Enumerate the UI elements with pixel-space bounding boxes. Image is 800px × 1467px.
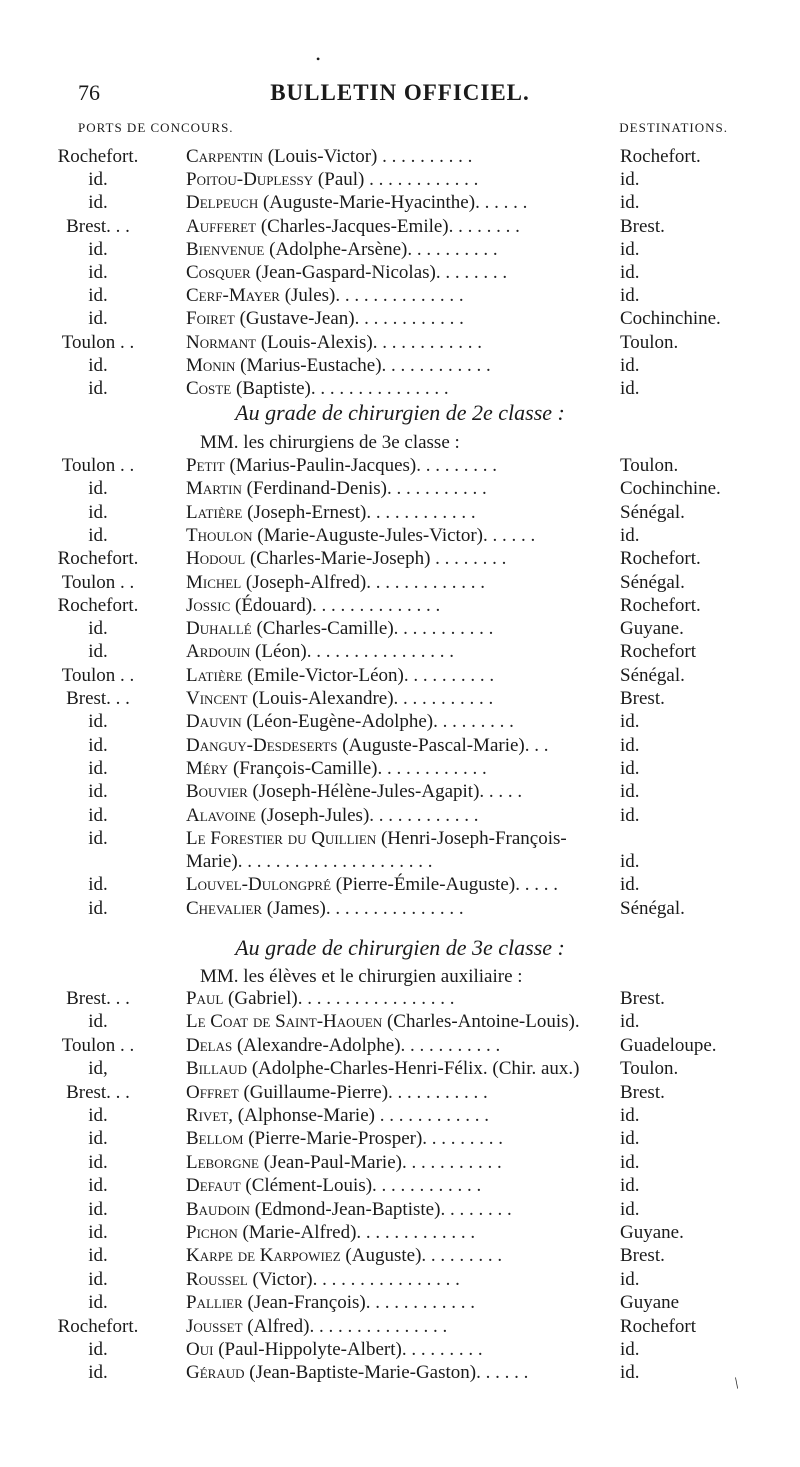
port-of-competition: Toulon . .	[61, 1034, 135, 1056]
destination: Sénégal.	[620, 897, 685, 919]
given-names: Marie)	[186, 851, 238, 873]
given-names: (Joseph-Jules)	[255, 804, 370, 826]
given-names: (Gabriel)	[223, 988, 298, 1009]
surname: Le Forestier du Quillien	[186, 827, 377, 849]
given-names: (Baptiste)	[231, 378, 311, 399]
port-of-competition: id.	[88, 1268, 108, 1290]
leader-dots: . . . . . . . . . . .	[400, 1034, 501, 1056]
destination: id.	[620, 262, 640, 283]
surname: Latière	[186, 664, 243, 686]
surname: Petit	[186, 455, 225, 476]
destination: Rochefort	[620, 641, 696, 663]
destination: Toulon.	[620, 1058, 679, 1080]
leader-dots: . . . . . . . .	[440, 1198, 512, 1220]
destination: Brest.	[620, 1245, 665, 1267]
destination: Guadeloupe.	[620, 1034, 717, 1056]
surname: Leborgne	[186, 1151, 259, 1173]
given-names: (Emile-Victor-Léon)	[242, 664, 404, 686]
officer-name	[186, 1359, 611, 1386]
port-of-competition: Rochefort.	[57, 594, 139, 616]
port-of-competition: id.	[88, 1011, 108, 1033]
surname: Jousset	[186, 1315, 243, 1337]
leader-dots: . . . . . . . . . . . .	[374, 1105, 489, 1126]
surname: Pichon	[186, 1222, 238, 1243]
destination: id.	[620, 734, 640, 756]
leader-dots: . . . . . . . . . . . .	[372, 331, 482, 353]
given-names: (Léon)	[250, 641, 307, 663]
surname: Méry	[186, 757, 229, 779]
section-3-intro: MM. les élèves et le chirurgien auxiliaire :	[200, 966, 523, 987]
port-of-competition: Rochefort.	[57, 146, 139, 167]
destination: id.	[620, 354, 640, 376]
port-of-competition: Toulon . .	[61, 571, 135, 593]
port-of-competition: id.	[88, 1128, 108, 1150]
leader-dots: . . . . . . . . . . . .	[377, 757, 487, 779]
surname: Vincent	[186, 688, 248, 709]
surname: Duhallé	[186, 618, 252, 640]
leader-dots: . . . . . . . . . . . . .	[366, 571, 485, 593]
destination: id.	[620, 711, 640, 733]
port-of-competition: id,	[88, 1058, 108, 1080]
port-of-competition: id.	[88, 1339, 108, 1360]
page-number: 76	[78, 80, 100, 105]
port-of-competition: Toulon . .	[61, 455, 135, 476]
page-header	[0, 80, 800, 110]
destination: id.	[620, 804, 640, 826]
officer-name	[186, 895, 611, 922]
surname: Defaut	[186, 1175, 241, 1197]
destination: Sénégal.	[620, 571, 685, 593]
given-names: (Charles-Jacques-Emile)	[256, 215, 449, 237]
destination: Toulon.	[620, 455, 679, 476]
leader-dots: . . . . . . . . . . .	[401, 1151, 502, 1173]
destination: id.	[620, 285, 640, 307]
leader-dots: . . . . . . . . . . . . . . .	[309, 1315, 448, 1337]
port-of-competition: id.	[88, 308, 108, 330]
surname: Thoulon	[186, 524, 253, 546]
destination: id.	[620, 757, 640, 779]
leader-dots: . . . . . . . . .	[416, 455, 497, 476]
leader-dots: . . . . .	[515, 874, 558, 896]
leader-dots: . . . . . . . . . . . . . . . .	[306, 641, 454, 663]
destination: id.	[620, 1268, 640, 1290]
surname: Karpe de Karpowiez	[186, 1245, 341, 1267]
leader-dots: . . . . . . . . . . .	[388, 1081, 488, 1103]
leader-dots: . . . . . .	[482, 524, 536, 546]
port-of-competition: id.	[88, 1175, 108, 1197]
surname: Oui	[186, 1339, 214, 1360]
surname: Latière	[186, 501, 243, 523]
port-of-competition: id.	[88, 757, 108, 779]
surname: Dauvin	[186, 711, 242, 733]
given-names: (Gustave-Jean)	[234, 308, 355, 330]
surname: Bouvier	[186, 781, 248, 803]
list-row	[0, 1359, 800, 1386]
given-names: (Marie-Auguste-Jules-Victor)	[252, 524, 483, 546]
leader-dots: . . . . . .	[476, 1362, 529, 1384]
surname: Carpentin	[186, 146, 263, 167]
port-of-competition: id.	[88, 827, 108, 849]
port-of-competition: id.	[88, 897, 108, 919]
section-2-title: Au grade de chirurgien de 2e classe :	[235, 400, 565, 425]
leader-dots: . . . . . .	[475, 192, 528, 214]
given-names: (François-Camille)	[228, 757, 378, 779]
port-of-competition: id.	[88, 192, 108, 214]
column-header-destinations: DESTINATIONS.	[619, 120, 728, 135]
destination: Rochefort.	[620, 146, 701, 167]
destination: id.	[620, 192, 640, 214]
destination: id.	[620, 1362, 640, 1384]
given-names: (Paul)	[313, 169, 365, 191]
surname: Baudoin	[186, 1198, 250, 1220]
destination: id.	[620, 1105, 640, 1126]
given-names: (Joseph-Ernest)	[242, 501, 367, 523]
port-of-competition: id.	[88, 641, 108, 663]
leader-dots: . . . . . . . . . . . . .	[356, 1222, 476, 1243]
surname: Poitou-Duplessy	[186, 169, 314, 191]
surname: Le Coat de Saint-Haouen	[186, 1011, 383, 1033]
surname: Alavoine	[186, 804, 256, 826]
given-names: (Alexandre-Adolphe)	[232, 1034, 401, 1056]
port-of-competition: Toulon . .	[61, 331, 135, 353]
given-names: (Auguste-Marie-Hyacinthe)	[258, 192, 476, 214]
surname: Danguy-Desdeserts	[186, 734, 338, 756]
port-of-competition: id.	[88, 781, 108, 803]
given-names: (Édouard)	[230, 594, 313, 616]
port-of-competition: id.	[88, 711, 108, 733]
leader-dots: . . . . . . . . . . . . . . .	[310, 378, 449, 399]
leader-dots: . . . . . . . . .	[401, 1339, 483, 1360]
surname: Louvel-Dulongpré	[186, 874, 332, 896]
destination: id.	[620, 1175, 640, 1197]
surname: Offret	[186, 1081, 239, 1103]
surname: Paul	[186, 988, 224, 1009]
surname: Ardouin	[186, 641, 251, 663]
surname: Cerf-Mayer	[186, 285, 280, 307]
port-of-competition: id.	[88, 238, 108, 260]
given-names: (Pierre-Marie-Prosper)	[243, 1128, 423, 1150]
destination: id.	[620, 851, 640, 873]
leader-dots: . . . . . . . .	[448, 215, 520, 237]
given-names: (Jean-Gaspard-Nicolas)	[250, 262, 436, 283]
given-names: (Jean-Baptiste-Marie-Gaston)	[244, 1362, 477, 1384]
list-row	[0, 895, 800, 922]
given-names: (Louis-Alexis)	[256, 331, 373, 353]
destination: Rochefort.	[620, 594, 701, 616]
leader-dots: . . . . . . . . . . . . . . . . .	[297, 988, 455, 1009]
surname: Aufferet	[186, 215, 257, 237]
port-of-competition: id.	[88, 1292, 108, 1314]
port-of-competition: id.	[88, 1362, 108, 1384]
given-names: (Ferdinand-Denis)	[241, 478, 387, 500]
surname: Coste	[186, 378, 232, 399]
surname: Rivet	[186, 1105, 229, 1126]
destination: id.	[620, 524, 640, 546]
leader-dots: . . . . . . . . . . . . . .	[335, 285, 464, 307]
destination: id.	[620, 1339, 640, 1360]
port-of-competition: id.	[88, 804, 108, 826]
given-names: (Marius-Eustache)	[235, 354, 382, 376]
surname: Pallier	[186, 1292, 243, 1314]
check-mark: /	[730, 1375, 744, 1393]
port-of-competition: id.	[88, 1222, 108, 1243]
given-names: (Joseph-Alfred)	[241, 571, 367, 593]
port-of-competition: id.	[88, 1198, 108, 1220]
destination: Sénégal.	[620, 664, 685, 686]
port-of-competition: id.	[88, 734, 108, 756]
given-names: (Adolphe-Arsène)	[264, 238, 408, 260]
port-of-competition: Brest. . .	[66, 688, 130, 709]
surname: Monin	[186, 354, 236, 376]
surname: Michel	[186, 571, 242, 593]
port-of-competition: id.	[88, 874, 108, 896]
leader-dots: . . . . . . . . . . . .	[369, 804, 479, 826]
given-names: (Louis-Alexandre)	[247, 688, 394, 709]
port-of-competition: id.	[88, 501, 108, 523]
leader-dots: . . . . . . . . . .	[403, 664, 495, 686]
column-headers	[78, 120, 728, 140]
port-of-competition: Brest. . .	[66, 1081, 130, 1103]
destination: Toulon.	[620, 331, 679, 353]
officer-name	[186, 375, 611, 402]
port-of-competition: id.	[88, 354, 108, 376]
given-names: (Jean-François)	[242, 1292, 366, 1314]
port-of-competition: id.	[88, 618, 108, 640]
leader-dots: . . . . . . . . . . . . . . . . . . . . .	[237, 851, 433, 873]
given-names: (Joseph-Hélène-Jules-Agapit)	[247, 781, 480, 803]
top-mark: •	[316, 52, 321, 66]
surname: Roussel	[186, 1268, 248, 1290]
port-of-competition: id.	[88, 478, 108, 500]
section-2-intro: MM. les chirurgiens de 3e classe :	[200, 432, 460, 453]
surname: Billaud	[186, 1058, 248, 1080]
leader-dots: . . . . . . . . . . .	[393, 688, 494, 709]
leader-dots: . . .	[524, 734, 549, 756]
port-of-competition: Rochefort.	[57, 548, 139, 570]
surname: Foiret	[186, 308, 235, 330]
given-names: (Paul-Hippolyte-Albert)	[213, 1339, 402, 1360]
port-of-competition: id.	[88, 524, 108, 546]
given-names: (Marie-Alfred)	[237, 1222, 357, 1243]
leader-dots: . . . . . . . . . .	[377, 146, 473, 167]
surname: Delas	[186, 1034, 233, 1056]
given-names: (Jules)	[279, 285, 336, 307]
surname: Bellom	[186, 1128, 244, 1150]
destination: Brest.	[620, 215, 665, 237]
given-names: (Charles-Antoine-Louis).	[382, 1011, 580, 1033]
destination: Brest.	[620, 688, 665, 709]
port-of-competition: Brest. . .	[66, 215, 130, 237]
running-title: BULLETIN OFFICIEL.	[270, 80, 530, 105]
destination: Rochefort	[620, 1315, 696, 1337]
destination: Cochinchine.	[620, 308, 721, 330]
leader-dots: . . . . . . . . .	[421, 1245, 503, 1267]
port-of-competition: id.	[88, 285, 108, 307]
port-of-competition: id.	[88, 1245, 108, 1267]
destination: id.	[620, 169, 640, 191]
leader-dots: . . . . .	[479, 781, 523, 803]
given-names: (Adolphe-Charles-Henri-Félix. (Chir. aux.)	[247, 1058, 580, 1080]
surname: Delpeuch	[186, 192, 259, 214]
surname: Normant	[186, 331, 257, 353]
destination: Brest.	[620, 988, 665, 1009]
leader-dots: . . . . . . . . . . . . . .	[312, 594, 441, 616]
given-names: (James)	[261, 897, 326, 919]
port-of-competition: id.	[88, 169, 108, 191]
given-names: (Auguste)	[340, 1245, 422, 1267]
section-3-title: Au grade de chirurgien de 3e classe :	[235, 935, 565, 960]
surname: Martin	[186, 478, 242, 500]
leader-dots: . . . . . . . . .	[433, 711, 514, 733]
port-of-competition: id.	[88, 378, 108, 399]
destination: id.	[620, 1011, 640, 1033]
leader-dots: . . . . . . . . . . . .	[372, 1175, 482, 1197]
surname: Cosquer	[186, 262, 251, 283]
given-names: (Charles-Marie-Joseph)	[245, 548, 431, 570]
leader-dots: . . . . . . . . . . . .	[354, 308, 464, 330]
leader-dots: . . . . . . . . . . . .	[364, 169, 479, 191]
leader-dots: . . . . . . . . . . . .	[366, 501, 476, 523]
leader-dots: . . . . . . . .	[435, 262, 508, 283]
leader-dots: . . . . . . . . . . . .	[365, 1292, 475, 1314]
surname: Géraud	[186, 1362, 245, 1384]
destination: id.	[620, 1151, 640, 1173]
surname: Jossic	[186, 594, 231, 616]
leader-dots: . . . . . . . . . . .	[386, 478, 487, 500]
destination: Guyane.	[620, 618, 684, 640]
port-of-competition: id.	[88, 262, 108, 283]
port-of-competition: Toulon . .	[61, 664, 135, 686]
port-of-competition: Brest. . .	[66, 988, 130, 1009]
list-row	[0, 375, 800, 402]
surname: Chevalier	[186, 897, 262, 919]
destination: id.	[620, 1198, 640, 1220]
given-names: , (Alphonse-Marie)	[228, 1105, 375, 1126]
leader-dots: . . . . . . . .	[430, 548, 507, 570]
port-of-competition: id.	[88, 1105, 108, 1126]
destination: Sénégal.	[620, 501, 685, 523]
destination: Rochefort.	[620, 548, 701, 570]
destination: Guyane	[620, 1292, 680, 1314]
destination: Brest.	[620, 1081, 665, 1103]
leader-dots: . . . . . . . . . . . .	[381, 354, 491, 376]
leader-dots: . . . . . . . . . . .	[393, 618, 494, 640]
given-names: (Pierre-Émile-Auguste)	[331, 874, 516, 896]
leader-dots: . . . . . . . . . . . . . . .	[325, 897, 464, 919]
given-names: (Guillaume-Pierre)	[238, 1081, 389, 1103]
column-header-ports: PORTS DE CONCOURS.	[78, 120, 234, 135]
destination: Cochinchine.	[620, 478, 721, 500]
destination: id.	[620, 378, 640, 399]
surname: Hodoul	[186, 548, 246, 570]
given-names: (Louis-Victor)	[262, 146, 378, 167]
destination: id.	[620, 874, 640, 896]
given-names: (Edmond-Jean-Baptiste)	[249, 1198, 441, 1220]
given-names: (Jean-Paul-Marie)	[259, 1151, 402, 1173]
given-names: (Clément-Louis)	[240, 1175, 373, 1197]
port-of-competition: Rochefort.	[57, 1315, 139, 1337]
given-names: (Léon-Eugène-Adolphe)	[241, 711, 434, 733]
given-names: (Alfred)	[242, 1315, 310, 1337]
destination: id.	[620, 1128, 640, 1150]
port-of-competition: id.	[88, 1151, 108, 1173]
destination: id.	[620, 238, 640, 260]
given-names: (Marius-Paulin-Jacques)	[224, 455, 417, 476]
surname: Bienvenue	[186, 238, 265, 260]
given-names: (Charles-Camille)	[251, 618, 394, 640]
leader-dots: . . . . . . . . . . . . . . . .	[312, 1268, 460, 1290]
destination: Guyane.	[620, 1222, 684, 1243]
destination: id.	[620, 781, 640, 803]
leader-dots: . . . . . . . . .	[422, 1128, 504, 1150]
given-names: (Victor)	[247, 1268, 313, 1290]
given-names: (Auguste-Pascal-Marie)	[337, 734, 525, 756]
leader-dots: . . . . . . . . . .	[407, 238, 498, 260]
given-names: (Henri-Joseph-François-	[376, 827, 567, 849]
